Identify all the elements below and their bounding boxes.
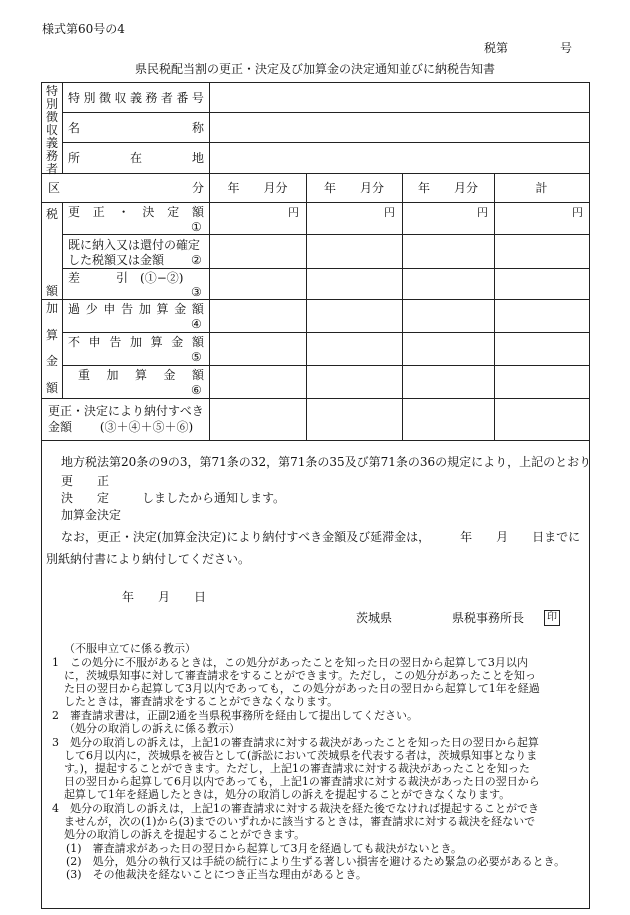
row-num-5: ⑤ — [191, 350, 202, 364]
column-period-3: 年 月分 — [417, 181, 478, 195]
notified-text: しましたから通知します。 — [142, 491, 286, 505]
yen-unit: 円 — [288, 206, 299, 219]
note-line: 日の翌日から起算して6月以内であっても，上記1の審査請求に対する裁決があった日の翌日から — [64, 775, 540, 788]
row-heavy-penalty-label: 重 加 算 金 額 — [78, 368, 204, 382]
option-decision: 決 定 — [61, 491, 110, 505]
note-line: す。)，提起することができます。ただし，上記1の審査請求に対する裁決があったことを知った — [64, 762, 530, 775]
prefecture-name: 茨城県 — [356, 611, 393, 625]
note-line: (2) 処分，処分の執行又は手続の続行により生ずる著しい損害を避けるため緊急の必要があるとき。 — [66, 855, 566, 868]
row-underreport-label: 過 少 申 告 加 算 金 額 — [68, 302, 204, 316]
form-number: 様式第60号の4 — [42, 22, 125, 36]
page-title: 県民税配当割の更正・決定及び加算金の決定通知並びに納税告知書 — [134, 62, 495, 76]
column-period-1: 年 月分 — [227, 181, 288, 195]
tax-number-suffix: 号 — [560, 41, 573, 55]
obligor-name-label: 名 称 — [68, 121, 204, 135]
group-penalty-label: 加 算 金 額 — [45, 301, 58, 395]
note-line: 処分の取消しの訴えを提起することができます。 — [64, 828, 306, 841]
group-tax-label: 税 — [46, 207, 59, 221]
obligor-number-label: 特 別 徴 収 義 務 者 番 号 — [68, 91, 204, 105]
note-line: したときは，審査請求をすることができなくなります。 — [64, 695, 339, 708]
note-line: 2 審査請求書は，正副2通を当県税事務所を経由して提出してください。 — [52, 709, 418, 722]
statute-text: 地方税法第20条の9の3，第71条の32，第71条の35及び第71条の36の規定により，上記のとおり — [61, 455, 592, 469]
note-line: 3 処分の取消しの訴えは，上記1の審査請求に対する裁決があったことを知った日の翌日から起算 — [52, 736, 539, 749]
row-paid-label-1: 既に納入又は還付の確定 — [68, 238, 201, 252]
payment-instruction-text: 別紙納付書により納付してください。 — [46, 552, 251, 566]
obligor-address-label: 所 在 地 — [68, 151, 204, 165]
note-line: 4 処分の取消しの訴えは，上記1の審査請求に対する裁決を経た後でなければ提起することができ — [52, 802, 539, 815]
row-due-label-1: 更正・決定により納付すべき — [48, 404, 204, 418]
yen-unit: 円 — [384, 206, 395, 219]
row-paid-label-2: した税額又は金額 — [68, 253, 165, 267]
note-line: 1 この処分に不服があるときは，この処分があったことを知った日の翌日から起算して3月以内 — [52, 656, 528, 669]
option-correction: 更 正 — [61, 474, 110, 488]
row-difference-label: 差 引 (①−②) — [68, 271, 184, 285]
note-line: (3) その他裁決を経ないことにつき正当な理由があるとき。 — [66, 868, 367, 881]
obligor-side-label: 特 別 徴 収 義 務 者 — [45, 84, 58, 176]
row-num-2: ② — [191, 253, 202, 267]
note-line: 起算して1年を経過したときは，処分の取消しの訴えを提起することができなくなります。 — [64, 788, 511, 801]
group-amount-label: 額 — [46, 284, 59, 298]
row-num-6: ⑥ — [191, 383, 202, 397]
note-line: ませんが，次の(1)から(3)までのいずれかに該当するときは，審査請求に対する裁決を経ないで — [64, 815, 536, 828]
row-due-label-2: 金額 (③＋④＋⑤＋⑥) — [48, 420, 194, 434]
yen-unit: 円 — [477, 206, 488, 219]
note-line: （不服申立てに係る教示） — [64, 642, 196, 655]
row-num-1: ① — [191, 220, 202, 234]
note-line: （処分の取消しの訴えに係る教示） — [64, 722, 240, 735]
note-line: た日の翌日から起算して3月以内であっても，この処分があった日の翌日から起算して1年を経過 — [64, 682, 540, 695]
issue-date: 年 月 日 — [122, 590, 207, 604]
seal-mark: 印 — [544, 610, 560, 626]
row-num-4: ④ — [191, 317, 202, 331]
column-period-2: 年 月分 — [323, 181, 384, 195]
note-line: (1) 審査請求があった日の翌日から起算して3月を経過しても裁決がないとき。 — [66, 842, 463, 855]
office-title: 県税事務所長 — [452, 611, 525, 625]
note-line: して6月以内に，茨城県を被告として(訴訟において茨城県を代表する者は，茨城県知事となりま — [64, 749, 538, 762]
tax-number-label: 税第 — [484, 41, 509, 55]
row-num-3: ③ — [191, 285, 202, 299]
yen-unit: 円 — [572, 206, 583, 219]
column-category-header: 区 分 — [48, 181, 204, 195]
note-line: に，茨城県知事に対して審査請求をすることができます。ただし，この処分があったことを知っ — [64, 669, 537, 682]
row-nonfiling-label: 不 申 告 加 算 金 額 — [68, 335, 204, 349]
payment-deadline-text: なお，更正・決定(加算金決定)により納付すべき金額及び延滞金は， 年 月 日までに — [61, 530, 581, 544]
row-assessment-label: 更 正 ・ 決 定 額 — [68, 205, 204, 219]
column-total: 計 — [535, 181, 548, 195]
option-penalty-decision: 加算金決定 — [61, 508, 122, 522]
